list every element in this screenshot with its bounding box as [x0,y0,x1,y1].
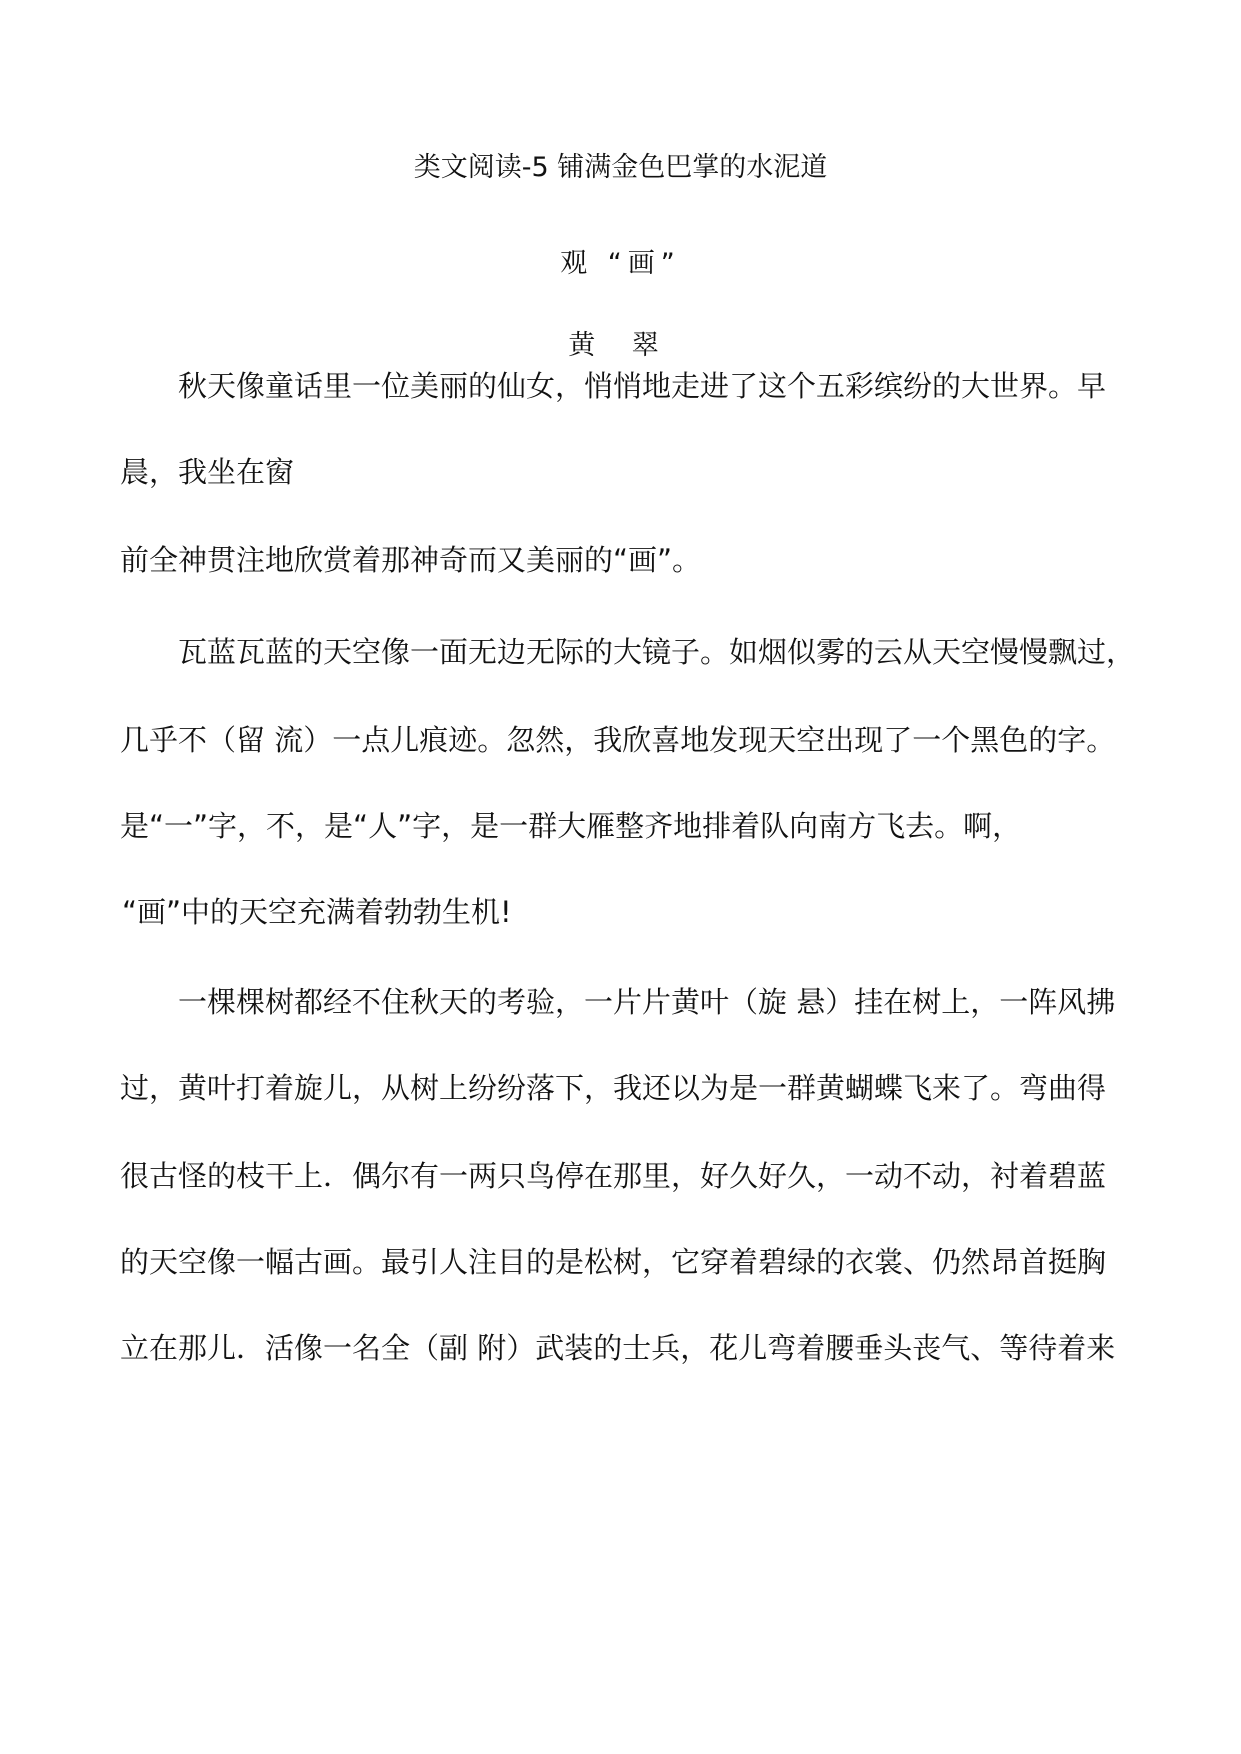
text-line: 很古怪的枝干上．偶尔有一两只鸟停在那里，好久好久，一动不动，衬着碧蓝 [120,1159,1107,1193]
author-name: 黄 翠 [568,330,673,361]
document-title: 类文阅读-5 铺满金色巴掌的水泥道 [413,152,828,183]
text-line: 是“一”字，不，是“人”字，是一群大雁整齐地排着队向南方飞去。啊， [120,809,1022,843]
text-line: 晨，我坐在窗 [120,455,295,489]
text-line: 的天空像一幅古画。最引人注目的是松树，它穿着碧绿的衣裳、仍然昂首挺胸 [120,1245,1107,1279]
text-line: 秋天像童话里一位美丽的仙女，悄悄地走进了这个五彩缤纷的大世界。早 [120,369,1107,403]
text-line: “画”中的天空充满着勃勃生机! [122,895,512,929]
text-line: 一棵棵树都经不住秋天的考验，一片片黄叶（旋 悬）挂在树上，一阵风拂 [120,985,1116,1019]
text-line: 瓦蓝瓦蓝的天空像一面无边无际的大镜子。如烟似雾的云从天空慢慢飘过， [120,635,1136,669]
text-line: 过，黄叶打着旋儿，从树上纷纷落下，我还以为是一群黄蝴蝶飞来了。弯曲得 [120,1071,1107,1105]
essay-title: 观 “画” [560,248,681,279]
text-line: 几乎不（留 流）一点儿痕迹。忽然，我欣喜地发现天空出现了一个黑色的字。 [120,723,1116,757]
text-line: 立在那儿．活像一名全（副 附）武装的士兵，花儿弯着腰垂头丧气、等待着来 [120,1331,1116,1365]
text-line: 前全神贯注地欣赏着那神奇而又美丽的“画”。 [120,543,702,577]
